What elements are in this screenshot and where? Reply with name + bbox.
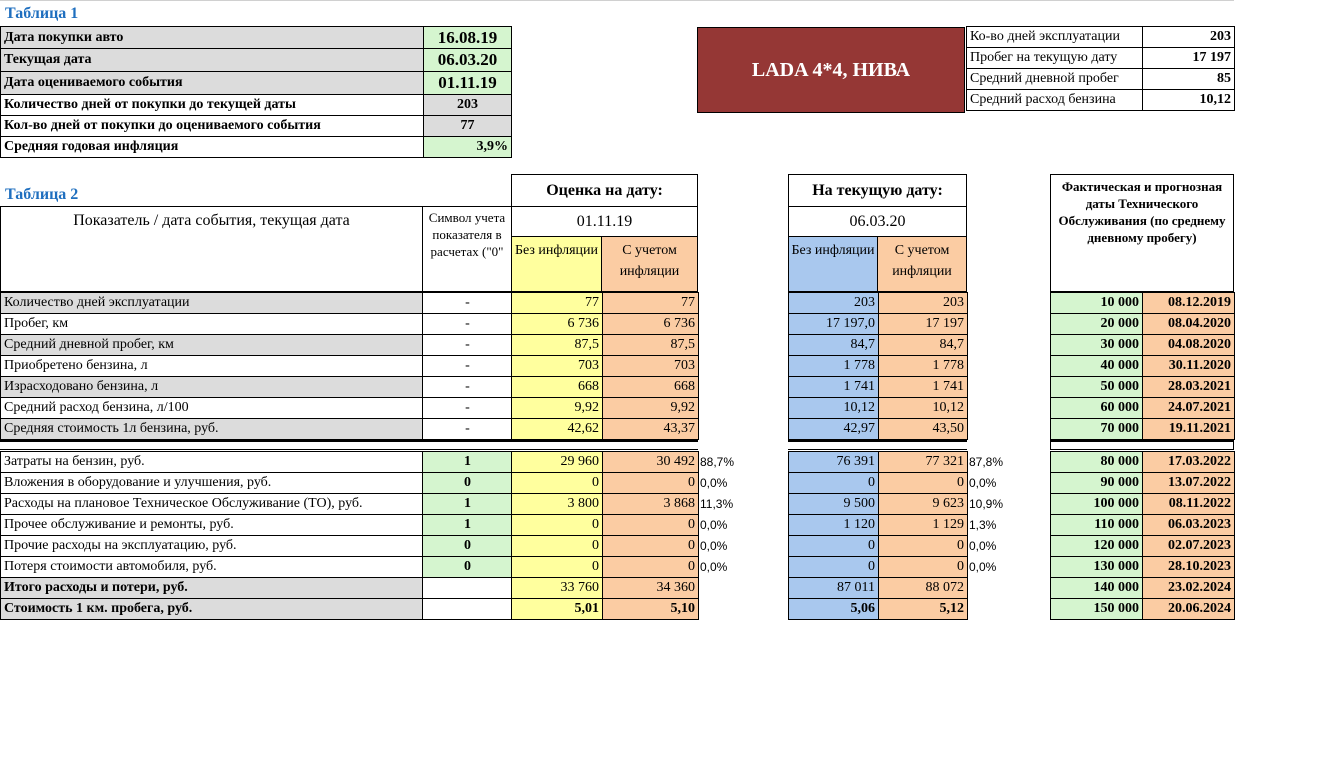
service-date[interactable]: 24.07.2021 — [1143, 398, 1235, 419]
row-label[interactable]: Прочее обслуживание и ремонты, руб. — [1, 515, 423, 536]
row-symbol[interactable]: 1 — [423, 494, 513, 515]
table2-title: Таблица 2 — [5, 186, 79, 203]
t1-value-purchase-date[interactable]: 16.08.19 — [424, 27, 512, 49]
service-date[interactable]: 08.04.2020 — [1143, 314, 1235, 335]
t1-value-days-to-event[interactable]: 77 — [424, 116, 512, 137]
cur-share-percent: 0,0% — [969, 560, 997, 574]
t1-value-days-to-current[interactable]: 203 — [424, 95, 512, 116]
row-symbol[interactable]: - — [423, 314, 513, 335]
eval-date-value[interactable]: 01.11.19 — [511, 206, 698, 237]
eval-no-infl-cell[interactable]: 42,62 — [512, 419, 603, 440]
service-km[interactable]: 150 000 — [1051, 599, 1143, 620]
row-label[interactable]: Расходы на плановое Техническое Обслуживание (ТО), руб. — [1, 494, 423, 515]
cur-infl-cell[interactable]: 1 741 — [879, 377, 968, 398]
cur-no-infl-cell[interactable]: 203 — [789, 293, 879, 314]
table-row — [1, 377, 513, 398]
cur-share-percent: 0,0% — [969, 539, 997, 553]
row-label[interactable]: Израсходовано бензина, л — [1, 377, 423, 398]
service-date[interactable]: 23.02.2024 — [1143, 578, 1235, 599]
eval-share-percent: 88,7% — [700, 455, 735, 469]
t1-value-current-date[interactable]: 06.03.20 — [424, 49, 512, 72]
eval-no-infl-cell[interactable]: 0 — [512, 473, 603, 494]
t1-label-inflation[interactable]: Средняя годовая инфляция — [1, 137, 424, 158]
row-label[interactable]: Пробег, км — [1, 314, 423, 335]
current-date-value[interactable]: 06.03.20 — [788, 206, 967, 237]
cur-no-infl-cell[interactable]: 0 — [789, 473, 879, 494]
row-symbol[interactable]: 1 — [423, 452, 513, 473]
eval-per-km-no-infl[interactable]: 5,01 — [512, 599, 603, 620]
cur-no-infl-cell[interactable]: 1 778 — [789, 356, 879, 377]
section-separator — [788, 440, 967, 450]
service-dates-header[interactable]: Фактическая и прогнозная даты Технического Обслуживания (по среднему дневному пробегу) — [1050, 174, 1234, 292]
row-symbol[interactable]: 0 — [423, 473, 513, 494]
cur-total-no-infl[interactable]: 87 011 — [789, 578, 879, 599]
service-km[interactable]: 120 000 — [1051, 536, 1143, 557]
table-row — [1, 335, 513, 356]
per-km-label[interactable]: Стоимость 1 км. пробега, руб. — [1, 599, 423, 620]
cur-share-percent: 0,0% — [969, 476, 997, 490]
eval-share-percent: 0,0% — [700, 539, 728, 553]
service-km[interactable]: 50 000 — [1051, 377, 1143, 398]
row-symbol[interactable]: 0 — [423, 557, 513, 578]
cur-infl-cell[interactable]: 0 — [879, 557, 968, 578]
service-date[interactable]: 28.03.2021 — [1143, 377, 1235, 398]
t1-value-inflation[interactable]: 3,9% — [424, 137, 512, 158]
eval-infl-cell[interactable]: 6 736 — [603, 314, 699, 335]
service-km[interactable]: 130 000 — [1051, 557, 1143, 578]
car-stat-label-daily-mileage[interactable]: Средний дневной пробег — [967, 69, 1143, 90]
current-with-inflation-header[interactable]: С учетом инфляции — [877, 236, 967, 292]
cur-per-km-no-infl[interactable]: 5,06 — [789, 599, 879, 620]
cur-infl-cell[interactable]: 1 778 — [879, 356, 968, 377]
cur-infl-cell[interactable]: 77 321 — [879, 452, 968, 473]
eval-infl-cell[interactable]: 668 — [603, 377, 699, 398]
cur-per-km-infl[interactable]: 5,12 — [879, 599, 968, 620]
service-km[interactable]: 140 000 — [1051, 578, 1143, 599]
eval-infl-cell[interactable]: 703 — [603, 356, 699, 377]
current-values-table-b — [788, 451, 968, 620]
indicators-table-a — [0, 292, 513, 440]
cur-share-percent: 87,8% — [969, 455, 1004, 469]
section-separator — [1050, 440, 1234, 450]
row-symbol[interactable]: 0 — [423, 536, 513, 557]
sheet-top-border — [0, 0, 1234, 1]
t1-label-days-to-event[interactable]: Кол-во дней от покупки до оцениваемого события — [1, 116, 424, 137]
car-stats-table — [966, 26, 1235, 111]
service-date[interactable]: 20.06.2024 — [1143, 599, 1235, 620]
indicator-column-header[interactable]: Показатель / дата события, текущая дата — [0, 206, 423, 292]
eval-no-infl-cell[interactable]: 3 800 — [512, 494, 603, 515]
cur-infl-cell[interactable]: 0 — [879, 473, 968, 494]
service-km[interactable]: 100 000 — [1051, 494, 1143, 515]
t1-value-event-date[interactable]: 01.11.19 — [424, 72, 512, 95]
eval-infl-cell[interactable]: 87,5 — [603, 335, 699, 356]
eval-infl-cell[interactable]: 0 — [603, 557, 699, 578]
eval-no-infl-cell[interactable]: 77 — [512, 293, 603, 314]
row-label[interactable]: Затраты на бензин, руб. — [1, 452, 423, 473]
service-date[interactable]: 30.11.2020 — [1143, 356, 1235, 377]
cur-infl-cell[interactable]: 203 — [879, 293, 968, 314]
table-row — [1, 293, 513, 314]
eval-no-infl-cell[interactable]: 29 960 — [512, 452, 603, 473]
service-table-a — [1050, 292, 1235, 440]
t1-label-days-to-current[interactable]: Количество дней от покупки до текущей даты — [1, 95, 424, 116]
eval-infl-cell[interactable]: 0 — [603, 515, 699, 536]
eval-values-table-a — [511, 292, 699, 440]
eval-share-percent: 11,3% — [700, 497, 734, 511]
cur-no-infl-cell[interactable]: 17 197,0 — [789, 314, 879, 335]
eval-with-inflation-header[interactable]: С учетом инфляции — [601, 236, 698, 292]
table-row — [1, 419, 513, 440]
car-stat-value-fuel-consumption[interactable]: 10,12 — [1143, 90, 1235, 111]
eval-total-infl[interactable]: 34 360 — [603, 578, 699, 599]
cur-total-infl[interactable]: 88 072 — [879, 578, 968, 599]
table1 — [0, 26, 512, 158]
table1-title: Таблица 1 — [5, 5, 79, 22]
row-symbol[interactable]: - — [423, 356, 513, 377]
eval-no-infl-cell[interactable]: 0 — [512, 536, 603, 557]
cur-infl-cell[interactable]: 17 197 — [879, 314, 968, 335]
car-stat-value-days[interactable]: 203 — [1143, 27, 1235, 48]
eval-infl-cell[interactable]: 3 868 — [603, 494, 699, 515]
cur-share-percent: 10,9% — [969, 497, 1004, 511]
row-label[interactable]: Средняя стоимость 1л бензина, руб. — [1, 419, 423, 440]
eval-no-infl-cell[interactable]: 87,5 — [512, 335, 603, 356]
service-km[interactable]: 90 000 — [1051, 473, 1143, 494]
eval-no-infl-cell[interactable]: 6 736 — [512, 314, 603, 335]
eval-total-no-infl[interactable]: 33 760 — [512, 578, 603, 599]
service-km[interactable]: 20 000 — [1051, 314, 1143, 335]
cur-no-infl-cell[interactable]: 42,97 — [789, 419, 879, 440]
service-date[interactable]: 28.10.2023 — [1143, 557, 1235, 578]
row-label[interactable]: Количество дней эксплуатации — [1, 293, 423, 314]
car-stat-label-mileage[interactable]: Пробег на текущую дату — [967, 48, 1143, 69]
service-km[interactable]: 60 000 — [1051, 398, 1143, 419]
eval-no-infl-cell[interactable]: 0 — [512, 515, 603, 536]
service-km[interactable]: 30 000 — [1051, 335, 1143, 356]
eval-infl-cell[interactable]: 0 — [603, 473, 699, 494]
eval-infl-cell[interactable]: 43,37 — [603, 419, 699, 440]
row-symbol[interactable]: - — [423, 398, 513, 419]
eval-infl-cell[interactable]: 77 — [603, 293, 699, 314]
eval-no-infl-cell[interactable]: 9,92 — [512, 398, 603, 419]
table-row — [1, 314, 513, 335]
cur-infl-cell[interactable]: 10,12 — [879, 398, 968, 419]
cur-infl-cell[interactable]: 84,7 — [879, 335, 968, 356]
eval-date-header[interactable]: Оценка на дату: — [511, 174, 698, 207]
service-date[interactable]: 08.11.2022 — [1143, 494, 1235, 515]
t1-label-current-date[interactable]: Текущая дата — [1, 49, 424, 72]
eval-infl-cell[interactable]: 9,92 — [603, 398, 699, 419]
row-label[interactable]: Прочие расходы на эксплуатацию, руб. — [1, 536, 423, 557]
row-symbol[interactable]: - — [423, 293, 513, 314]
row-symbol[interactable]: - — [423, 377, 513, 398]
cur-no-infl-cell[interactable]: 10,12 — [789, 398, 879, 419]
current-date-header[interactable]: На текущую дату: — [788, 174, 967, 207]
cur-infl-cell[interactable]: 9 623 — [879, 494, 968, 515]
eval-per-km-infl[interactable]: 5,10 — [603, 599, 699, 620]
row-label[interactable]: Средний расход бензина, л/100 — [1, 398, 423, 419]
row-label[interactable]: Потеря стоимости автомобиля, руб. — [1, 557, 423, 578]
eval-share-percent: 0,0% — [700, 560, 728, 574]
table-row — [1, 356, 513, 377]
symbol-column-header[interactable]: Символ учета показателя в расчетах ("0" — [422, 206, 512, 292]
cur-no-infl-cell[interactable]: 1 741 — [789, 377, 879, 398]
cur-infl-cell[interactable]: 0 — [879, 536, 968, 557]
current-values-table-a — [788, 292, 968, 440]
service-km[interactable]: 40 000 — [1051, 356, 1143, 377]
row-symbol[interactable]: - — [423, 335, 513, 356]
row-symbol[interactable]: - — [423, 419, 513, 440]
indicators-table-b — [0, 451, 513, 620]
row-symbol[interactable]: 1 — [423, 515, 513, 536]
cur-no-infl-cell[interactable]: 0 — [789, 557, 879, 578]
cur-infl-cell[interactable]: 1 129 — [879, 515, 968, 536]
service-km[interactable]: 110 000 — [1051, 515, 1143, 536]
car-stat-value-mileage[interactable]: 17 197 — [1143, 48, 1235, 69]
service-table-b — [1050, 451, 1235, 620]
cur-no-infl-cell[interactable]: 76 391 — [789, 452, 879, 473]
car-stat-label-fuel-consumption[interactable]: Средний расход бензина — [967, 90, 1143, 111]
service-km[interactable]: 70 000 — [1051, 419, 1143, 440]
cur-no-infl-cell[interactable]: 84,7 — [789, 335, 879, 356]
total-label[interactable]: Итого расходы и потери, руб. — [1, 578, 423, 599]
cur-no-infl-cell[interactable]: 9 500 — [789, 494, 879, 515]
service-date[interactable]: 13.07.2022 — [1143, 473, 1235, 494]
t1-label-event-date[interactable]: Дата оцениваемого события — [1, 72, 424, 95]
service-date[interactable]: 17.03.2022 — [1143, 452, 1235, 473]
cur-no-infl-cell[interactable]: 0 — [789, 536, 879, 557]
section-separator — [0, 440, 698, 450]
eval-infl-cell[interactable]: 0 — [603, 536, 699, 557]
row-label[interactable]: Вложения в оборудование и улучшения, руб. — [1, 473, 423, 494]
current-no-inflation-header[interactable]: Без инфляции — [788, 236, 878, 292]
total-symbol[interactable] — [423, 578, 513, 599]
per-km-symbol[interactable] — [423, 599, 513, 620]
service-date[interactable]: 08.12.2019 — [1143, 293, 1235, 314]
eval-share-percent: 0,0% — [700, 518, 728, 532]
eval-no-inflation-header[interactable]: Без инфляции — [511, 236, 602, 292]
eval-values-table-b — [511, 451, 699, 620]
row-label[interactable]: Средний дневной пробег, км — [1, 335, 423, 356]
cur-share-percent: 1,3% — [969, 518, 997, 532]
car-name-banner[interactable]: LADA 4*4, НИВА — [697, 27, 965, 113]
service-km[interactable]: 80 000 — [1051, 452, 1143, 473]
cur-no-infl-cell[interactable]: 1 120 — [789, 515, 879, 536]
cur-infl-cell[interactable]: 43,50 — [879, 419, 968, 440]
eval-no-infl-cell[interactable]: 0 — [512, 557, 603, 578]
eval-infl-cell[interactable]: 30 492 — [603, 452, 699, 473]
car-stat-label-days[interactable]: Ко-во дней эксплуатации — [967, 27, 1143, 48]
service-km[interactable]: 10 000 — [1051, 293, 1143, 314]
service-date[interactable]: 02.07.2023 — [1143, 536, 1235, 557]
row-label[interactable]: Приобретено бензина, л — [1, 356, 423, 377]
eval-no-infl-cell[interactable]: 703 — [512, 356, 603, 377]
eval-share-percent: 0,0% — [700, 476, 728, 490]
car-stat-value-daily-mileage[interactable]: 85 — [1143, 69, 1235, 90]
service-date[interactable]: 06.03.2023 — [1143, 515, 1235, 536]
service-date[interactable]: 19.11.2021 — [1143, 419, 1235, 440]
t1-label-purchase-date[interactable]: Дата покупки авто — [1, 27, 424, 49]
service-date[interactable]: 04.08.2020 — [1143, 335, 1235, 356]
table-row — [1, 398, 513, 419]
eval-no-infl-cell[interactable]: 668 — [512, 377, 603, 398]
